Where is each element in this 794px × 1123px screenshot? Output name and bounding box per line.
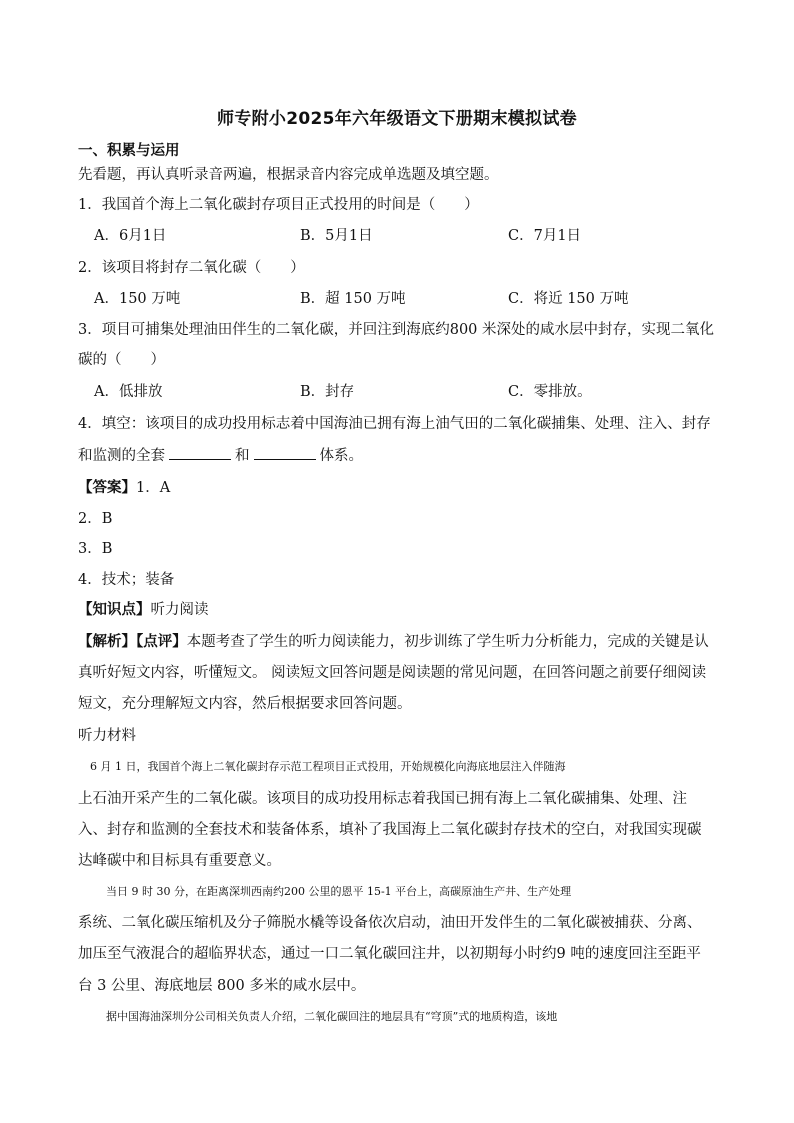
material-p2-line3: 加压至气液混合的超临界状态，通过一口二氧化碳回注井，以初期每小时约9 吨的速度回注至距平 — [78, 946, 701, 962]
analysis-text-1: 本题考查了学生的听力阅读能力，初步训练了学生听力分析能力，完成的关键是认 — [186, 634, 709, 650]
answer-blank-1[interactable] — [169, 445, 231, 460]
page-title: 师专附小2025年六年级语文下册期末模拟试卷 — [217, 109, 577, 129]
question-4-text-pre: 和监测的全套 — [78, 448, 165, 464]
analysis-line-3: 短文，充分理解短文内容，然后根据要求回答问题。 — [78, 696, 412, 712]
material-p1-line4: 达峰碳中和目标具有重要意义。 — [78, 853, 281, 869]
analysis-line-2: 真听好短文内容，听懂短文。 阅读短文回答问题是阅读题的常见问题，在回答问题之前要仔细阅读 — [78, 665, 707, 681]
knowledge-text: 听力阅读 — [150, 602, 209, 618]
question-3-stem-line2: 碳的（ ） — [78, 352, 165, 368]
answer-line-1 — [78, 478, 718, 498]
analysis-line-1 — [78, 632, 718, 652]
knowledge-point — [78, 600, 718, 620]
question-4-stem-line2 — [78, 445, 718, 466]
material-p1-line1: 6 月 1 日，我国首个海上二氧化碳封存示范工程项目正式投用，开始规模化向海底地层注入伴随海 — [90, 760, 566, 773]
question-1-option-b: B．5月1日 — [300, 228, 373, 244]
material-p2-line1: 当日 9 时 30 分，在距离深圳西南约200 公里的恩平 15-1 平台上，高碳原油生产井、生产处理 — [106, 885, 572, 898]
question-2-option-a: A．150 万吨 — [94, 291, 181, 307]
answer-blank-2[interactable] — [254, 445, 316, 460]
knowledge-tag: 【知识点】 — [78, 602, 151, 618]
question-2-stem: 2．该项目将封存二氧化碳（ ） — [78, 260, 305, 276]
answer-tag: 【答案】 — [78, 480, 136, 496]
question-2-option-b: B．超 150 万吨 — [300, 291, 406, 307]
analysis-tag: 【解析】【点评】 — [78, 634, 187, 650]
answer-3: 3．B — [78, 541, 113, 557]
answer-2: 2．B — [78, 511, 113, 527]
material-p2-line2: 系统、二氧化碳压缩机及分子筛脱水橇等设备依次启动，油田开发伴生的二氧化碳被捕获、分离、 — [78, 915, 702, 931]
instructions: 先看题，再认真听录音两遍，根据录音内容完成单选题及填空题。 — [78, 167, 499, 183]
material-p1-line2: 上石油开采产生的二氧化碳。该项目的成功投用标志着我国已拥有海上二氧化碳捕集、处理、注 — [78, 791, 687, 807]
question-1-option-c: C．7月1日 — [508, 228, 582, 244]
material-heading: 听力材料 — [78, 728, 136, 744]
question-4-stem-line1: 4．填空：该项目的成功投用标志着中国海油已拥有海上油气田的二氧化碳捕集、处理、注入、封存 — [78, 416, 711, 432]
material-p2-line4: 台 3 公里、海底地层 800 多米的咸水层中。 — [78, 978, 366, 994]
material-p1-line3: 入、封存和监测的全套技术和装备体系，填补了我国海上二氧化碳封存技术的空白，对我国实现碳 — [78, 822, 702, 838]
material-p3-line1: 据中国海油深圳分公司相关负责人介绍，二氧化碳回注的地层具有“穹顶”式的地质构造，该地 — [106, 1010, 558, 1023]
answer-1: 1．A — [136, 480, 171, 496]
answer-4: 4．技术；装备 — [78, 572, 175, 588]
question-3-stem-line1: 3．项目可捕集处理油田伴生的二氧化碳，并回注到海底约800 米深处的咸水层中封存，实现二氧化 — [78, 322, 715, 338]
question-3-option-c: C．零排放。 — [508, 384, 592, 400]
question-3-option-b: B．封存 — [300, 384, 355, 400]
section-heading: 一、积累与运用 — [78, 143, 180, 159]
question-1-option-a: A．6月1日 — [94, 228, 167, 244]
question-2-option-c: C．将近 150 万吨 — [508, 291, 629, 307]
question-3-option-a: A．低排放 — [94, 384, 163, 400]
question-4-text-mid: 和 — [235, 448, 250, 464]
question-4-text-post: 体系。 — [319, 448, 363, 464]
question-1-stem: 1．我国首个海上二氧化碳封存项目正式投用的时间是（ ） — [78, 197, 479, 213]
